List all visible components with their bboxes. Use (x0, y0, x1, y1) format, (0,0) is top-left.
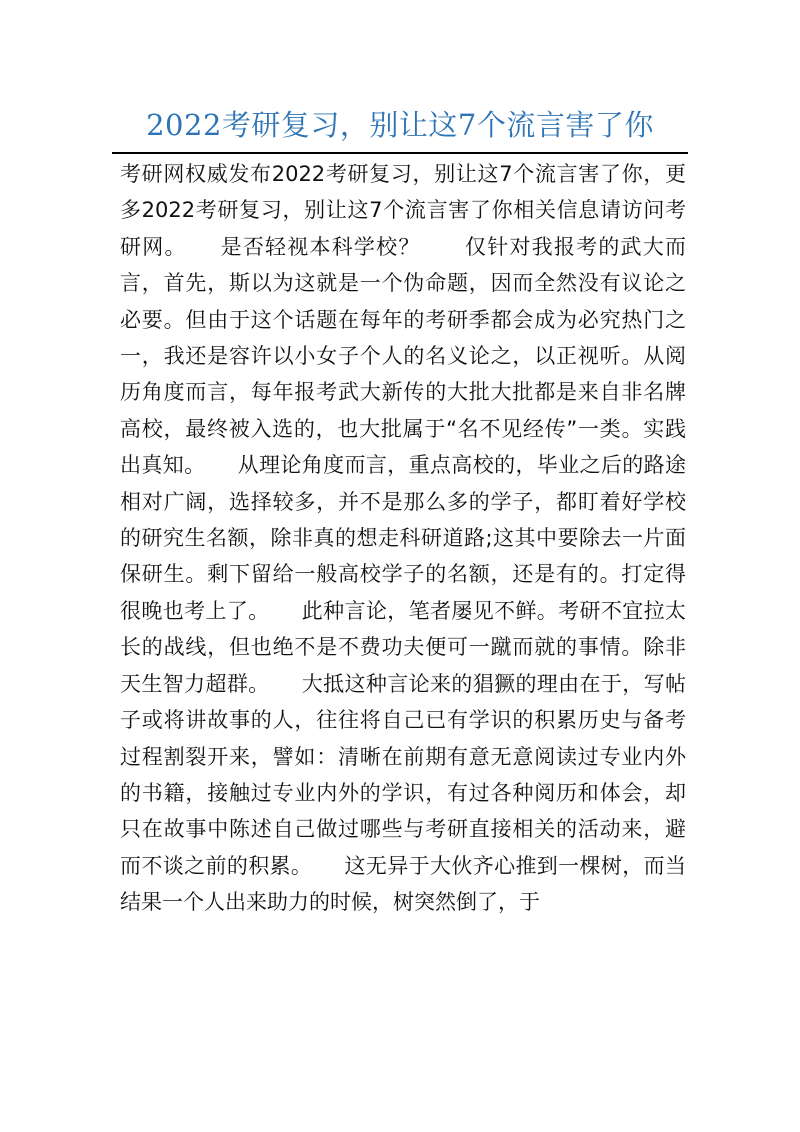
document-title: 2022考研复习，别让这7个流言害了你 (146, 108, 654, 142)
title-underline (112, 152, 688, 154)
document-body (120, 156, 686, 921)
body-paragraph: 考研网权威发布2022考研复习，别让这7个流言害了你，更多2022考研复习，别让这7个流言害了你相关信息请访问考研网。 是否轻视本科学校？ 仅针对我报考的武大而言，首先，斯以为这就是一个伪命题，因而全然没有议论之必要。但由于这个话题在每年的考研季都会成为必究热门之一，我还是容许以小女子个人的名义论之，以正视听。从阅历角度而言，每年报考武大新传的大批大批都是来自非名牌高校，最终被入选的，也大批属于“名不见经传”一类。实践出真知。 从理论角度而言，重点高校的，毕业之后的路途相对广阔，选择较多，并不是那么多的学子，都盯着好学校的研究生名额，除非真的想走科研道路;这其中要除去一片面保研生。剩下留给一般高校学子的名额，还是有的。打定得很晚也考上了。 此种言论，笔者屡见不鲜。考研不宜拉太长的战线，但也绝不是不费功夫便可一蹴而就的事情。除非天生智力超群。 大抵这种言论来的猖獗的理由在于，写帖子或将讲故事的人，往往将自己已有学识的积累历史与备考过程割裂开来，譬如：清晰在前期有意无意阅读过专业内外的书籍，接触过专业内外的学识，有过各种阅历和体会，却只在故事中陈述自己做过哪些与考研直接相关的活动来，避而不谈之前的积累。 这无异于大伙齐心推到一棵树，而当结果一个人出来助力的时候，树突然倒了，于 (120, 162, 686, 915)
